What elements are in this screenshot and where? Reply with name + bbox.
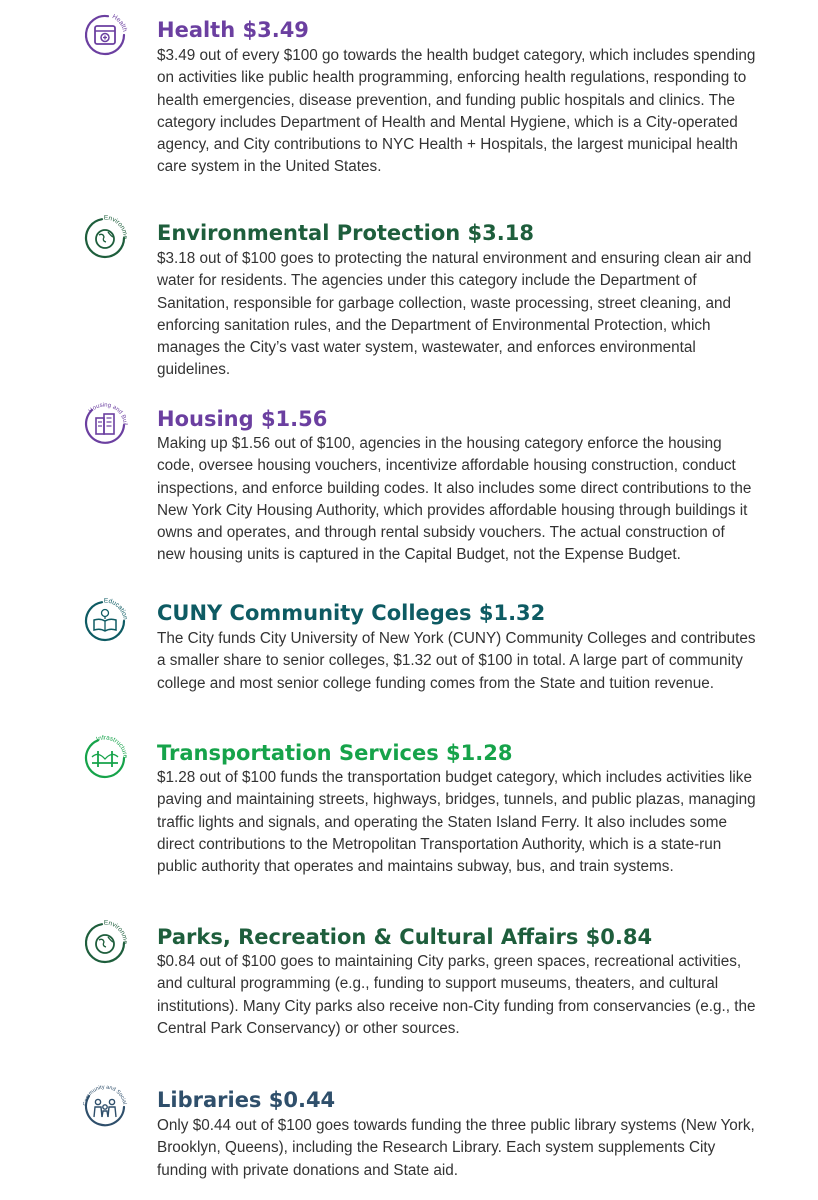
section-body: $3.49 out of every $100 go towards the health budget category, which includes spending on activities like public health programming, enforcing health regulations, responding to health emergencies, disease prevention, and funding public hospitals and clinics. The category includes Department of Health and Mental Hygiene, which is a City-operated agency, and City contributions to NYC Health + Hospitals, the largest municipal health care system in the United States.	[157, 47, 756, 176]
health-clipboard-icon	[80, 10, 130, 60]
globe-icon	[78, 913, 130, 968]
icon-label: Environment	[78, 913, 129, 945]
section-title: Environmental Protection $3.18	[157, 221, 534, 245]
icon-label: Education	[103, 597, 129, 621]
svg-text:Education	[104, 597, 129, 620]
section-title: Housing $1.56	[157, 407, 328, 431]
section-body: Only $0.44 out of $100 goes towards funding the three public library systems (New York, Brooklyn, Queens), including the Research Library. Each system supplements City funding with private donations and State aid.	[157, 1117, 755, 1179]
icon-label: Infrastructure	[95, 734, 129, 759]
icon-label: Housing and Buildings	[78, 396, 128, 426]
svg-text:Health	[111, 13, 128, 33]
section-body: $0.84 out of $100 goes to maintaining City parks, green spaces, recreational activities, and cultural programming (e.g., funding to support museums, theaters, and cultural institutions). Many City parks also receive non-City funding from conservancies (e.g., the Central Park Conservancy) or other sources.	[157, 953, 756, 1037]
family-icon	[78, 1078, 130, 1132]
section-body: Making up $1.56 out of $100, agencies in the housing category enforce the housing code, oversee housing vouchers, incentivize affordable housing construction, conduct inspections, and enforce building codes. It also includes some direct contributions to the New York City Housing Authority, which provides affordable housing through buildings it owns and operates, and through rental subsidy vouchers. The actual construction of new housing units is captured in the Capital Budget, not the Expense Budget.	[157, 435, 752, 564]
icon-label: Environment	[78, 208, 129, 240]
section-title: Transportation Services $1.28	[157, 741, 513, 765]
book-lightbulb-icon	[80, 596, 130, 646]
section-title: Parks, Recreation & Cultural Affairs $0.84	[157, 925, 653, 949]
svg-text:Community and Social Services	[78, 1078, 127, 1106]
section-body: The City funds City University of New York (CUNY) Community Colleges and contributes a smaller share to senior colleges, $1.32 out of $100 in total. A large part of community college and most senior college funding comes from the State and tuition revenue.	[157, 630, 756, 692]
globe-icon	[78, 208, 130, 263]
section-title: Health $3.49	[157, 18, 309, 42]
icon-label: Health	[110, 13, 129, 33]
buildings-icon	[78, 396, 130, 450]
section-body: $1.28 out of $100 funds the transportation budget category, which includes activities like paving and maintaining streets, highways, bridges, tunnels, and public plazas, managing traffic lights and signals, and operating the Staten Island Ferry. It also includes some direct contributions to the Metropolitan Transportation Authority, which is a state-run public authority that operates and maintains subway, bus, and train systems.	[157, 769, 756, 876]
icon-label: Community and Social Services	[78, 1078, 128, 1107]
bridge-icon	[80, 733, 130, 783]
section-title: CUNY Community Colleges $1.32	[157, 601, 546, 625]
section-body: $3.18 out of $100 goes to protecting the natural environment and ensuring clean air and water for residents. The agencies under this category include the Department of Sanitation, responsible for garbage collection, waste processing, street cleaning, and enforcing sanitation rules, and the Department of Environmental Protection, which manages the City’s vast water system, wastewater, and enforces environmental guidelines.	[157, 250, 752, 379]
section-title: Libraries $0.44	[157, 1088, 336, 1112]
